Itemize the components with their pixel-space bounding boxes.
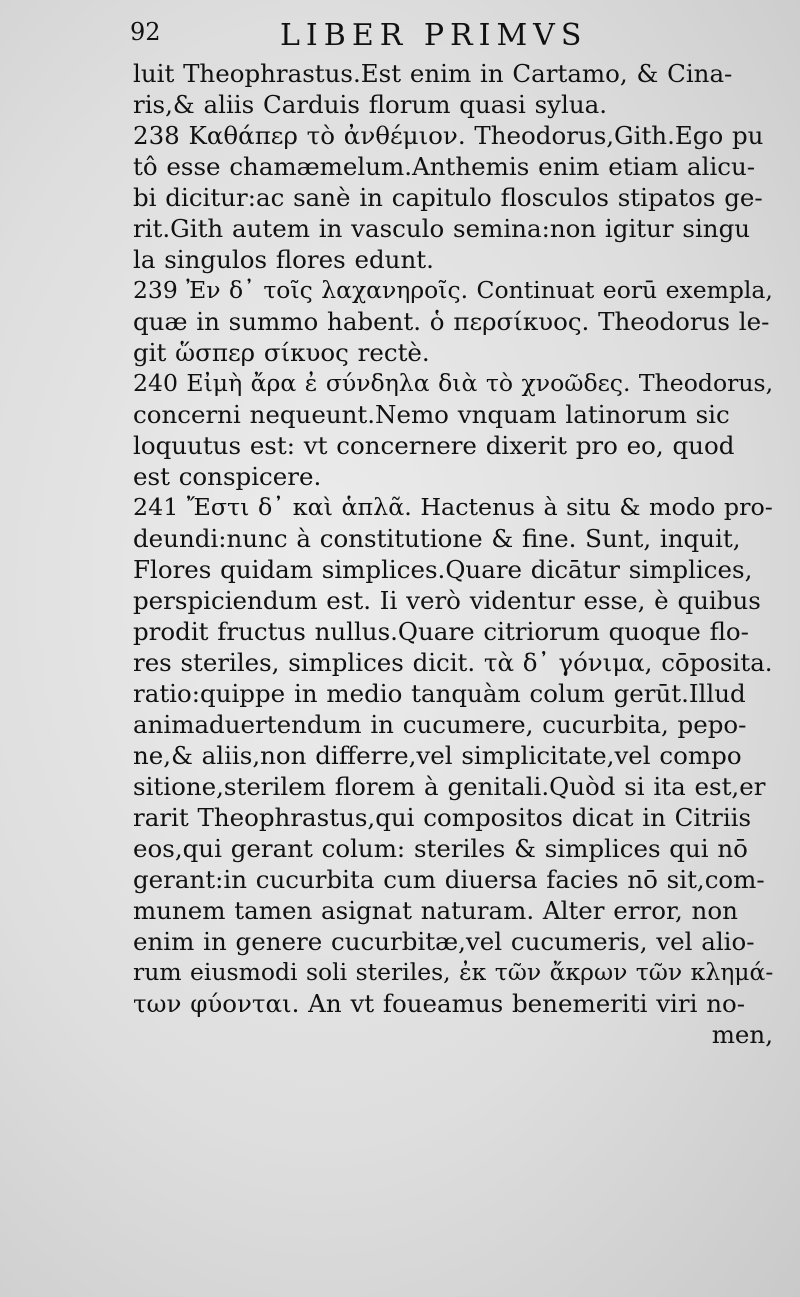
- text-line: rit.Gith autem in vasculo semina:non igitur singu: [133, 214, 751, 243]
- text-line: Flores quidam simplices.Quare dicātur simplices,: [133, 555, 753, 584]
- text-line: prodit fructus nullus.Quare citriorum quoque flo-: [133, 617, 749, 646]
- text-line: ratio:quippe in medio tanquàm colum gerūt.Illud: [133, 679, 746, 708]
- text-line: rum eiusmodi soli steriles, ἐκ τῶν ἄκρων τῶν κλημά-: [133, 958, 773, 986]
- page-number: 92: [130, 18, 161, 46]
- text-line: luit Theophrastus.Est enim in Cartamo, & Cina-: [133, 59, 733, 88]
- text-line: eos,qui gerant colum: steriles & simplices qui nō: [133, 834, 748, 863]
- text-line: est conspicere.: [133, 462, 322, 491]
- text-line: concerni nequeunt.Nemo vnquam latinorum sic: [133, 400, 730, 429]
- text-line: 241 Ἔστι δ᾽ καὶ ἁπλᾶ. Hactenus à situ & modo pro-: [133, 493, 773, 521]
- body-text: [133, 58, 773, 1050]
- text-line: res steriles, simplices dicit. τὰ δ᾽ γόνιμα, cōposita.: [133, 648, 773, 677]
- text-line: munem tamen asignat naturam. Alter error, non: [133, 896, 738, 925]
- page-header: [130, 18, 760, 58]
- text-line: των φύονται. An vt foueamus benemeriti viri no-: [133, 989, 746, 1018]
- text-line: la singulos flores edunt.: [133, 245, 434, 274]
- text-line: ris,& aliis Carduis florum quasi sylua.: [133, 90, 607, 119]
- running-title: LIBER PRIMVS: [280, 18, 588, 53]
- text-line: bi dicitur:ac sanè in capitulo flosculos stipatos ge-: [133, 183, 763, 212]
- text-line: rarit Theophrastus,qui compositos dicat in Citriis: [133, 803, 752, 832]
- text-line: ne,& aliis,non differre,vel simplicitate,vel compo: [133, 741, 742, 770]
- text-line: 238 Καθάπερ τὸ ἀνθέμιον. Theodorus,Gith.Ego pu: [133, 121, 764, 150]
- text-line: loquutus est: vt concernere dixerit pro eo, quod: [133, 431, 735, 460]
- text-line: quæ in summo habent. ὁ περσίκυος. Theodorus le-: [133, 307, 770, 336]
- text-line: tô esse chamæmelum.Anthemis enim etiam alicu-: [133, 152, 756, 181]
- text-line: deundi:nunc à constitutione & fine. Sunt, inquit,: [133, 524, 741, 553]
- text-line: gerant:in cucurbita cum diuersa facies nō sit,com-: [133, 865, 765, 894]
- text-line: perspiciendum est. Ii verò videntur esse, è quibus: [133, 586, 761, 615]
- text-line: 239 Ἐν δ᾽ τοῖς λαχανηροῖς. Continuat eorū exempla,: [133, 276, 773, 304]
- text-line: git ὥσπερ σίκυος rectè.: [133, 338, 430, 367]
- text-line: animaduertendum in cucumere, cucurbita, pepo-: [133, 710, 747, 739]
- text-line: sitione,sterilem florem à genitali.Quòd si ita est,er: [133, 772, 766, 801]
- text-line: 240 Εἰμὴ ἄρα ἐ σύνδηλα διὰ τὸ χνοῶδες. Theodorus,: [133, 369, 773, 397]
- text-line: enim in genere cucurbitæ,vel cucumeris, vel alio-: [133, 927, 755, 956]
- catchword: men,: [711, 1020, 773, 1049]
